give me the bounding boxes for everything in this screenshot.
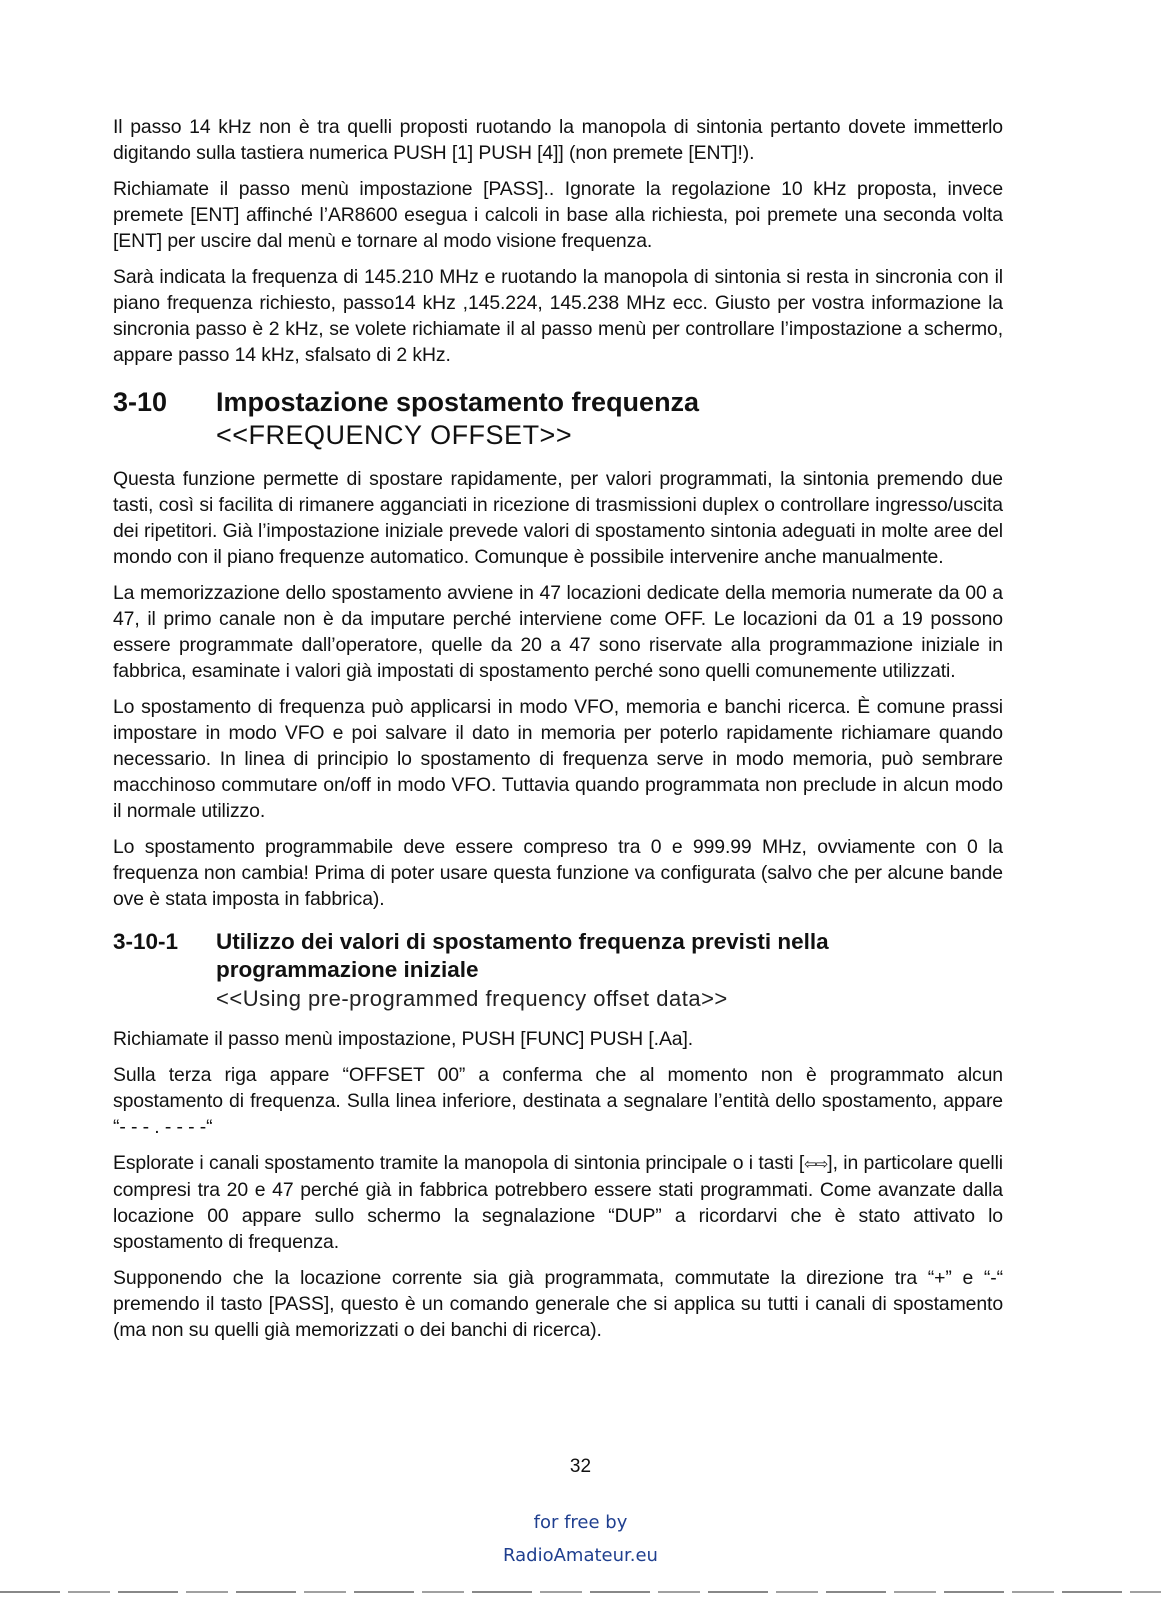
scan-edge-line [0,1591,1161,1593]
section-number: 3-10-1 [113,929,179,954]
section-title: Impostazione spostamento frequenza [216,387,700,417]
paragraph: Richiamate il passo menù impostazione [PASS].. Ignorate la regolazione 10 kHz proposta, invece premete [ENT] affinché l’AR8600 esegua i calcoli in base alla richiesta, poi premete una seconda volta [ENT] per uscire dal menù e tornare al modo visione frequenza. [113,178,1003,252]
section-subtitle: <<FREQUENCY OFFSET>> [216,420,573,450]
left-right-arrows-icon: ⇦⇨ [804,1155,828,1173]
paragraph: Il passo 14 kHz non è tra quelli proposti ruotando la manopola di sintonia pertanto dovete immetterlo digitando sulla tastiera numerica PUSH [1] PUSH [4]] (non premete [ENT]!). [113,116,1003,164]
credit-site: RadioAmateur.eu [503,1545,658,1566]
page-number: 32 [569,1456,592,1477]
paragraph [113,1150,1003,1255]
section-number: 3-10 [113,387,168,417]
credit-line: for free by [533,1512,628,1533]
paragraph: Lo spostamento di frequenza può applicarsi in modo VFO, memoria e banchi ricerca. È comune prassi impostare in modo VFO e poi salvare il dato in memoria per poterlo rapidamente richiamare quando necessario. In linea di principio lo spostamento di frequenza serve in modo memoria, può sembrare macchinoso commutare on/off in modo VFO. Tuttavia quando programmata non preclude in alcun modo il normale utilizzo. [113,696,1003,822]
section-heading-3-10 [113,386,1003,452]
section-heading-3-10-1 [113,928,1003,1014]
paragraph: Richiamate il passo menù impostazione, PUSH [FUNC] PUSH [.Aa]. [113,1028,694,1050]
paragraph: Supponendo che la locazione corrente sia già programmata, commutate la direzione tra “+” e “-“ premendo il tasto [PASS], questo è un comando generale che si applica su tutti i canali di spostamento (ma non su quelli già memorizzati o dei banchi di ricerca). [113,1267,1003,1341]
section-title: Utilizzo dei valori di spostamento frequenza previsti nella programmazione iniziale [216,929,829,982]
page-content [113,114,1003,1353]
paragraph: Questa funzione permette di spostare rapidamente, per valori programmati, la sintonia premendo due tasti, così si facilita di rimanere agganciati in ricezione di trasmissioni duplex o controllare ingresso/uscita dei ripetitori. Già l’impostazione iniziale prevede valori di spostamento sintonia adeguati in molte aree del mondo con il piano frequenze automatico. Comunque è possibile intervenire anche manualmente. [113,468,1003,568]
paragraph: La memorizzazione dello spostamento avviene in 47 locazioni dedicate della memoria numerate da 00 a 47, il primo canale non è da imputare perché interviene come OFF. Le locazioni da 01 a 19 possono essere programmate dall’operatore, quelle da 20 a 47 sono riservate alla programmazione iniziale in fabbrica, esaminate i valori già impostati di spostamento perché sono quelli comunemente utilizzati. [113,582,1003,682]
paragraph-text: ], in particolare quelli compresi tra 20 e 47 perché già in fabbrica potrebbero essere stati programmati. Come avanzate dalla locazione 00 appare sullo schermo la segnalazione “DUP” a ricordarvi che è stato attivato lo spostamento di frequenza. [113,1152,1003,1253]
section-subtitle: <<Using pre-programmed frequency offset data>> [216,986,728,1011]
paragraph-text: Esplorate i canali spostamento tramite la manopola di sintonia principale o i tasti [ [113,1152,805,1174]
paragraph: Sarà indicata la frequenza di 145.210 MHz e ruotando la manopola di sintonia si resta in sincronia con il piano frequenza richiesto, passo14 kHz ,145.224, 145.238 MHz ecc. Giusto per vostra informazione la sincronia passo è 2 kHz, se volete richiamate il al passo menù per controllare l’impostazione a schermo, appare passo 14 kHz, sfalsato di 2 kHz. [113,266,1003,366]
paragraph: Lo spostamento programmabile deve essere compreso tra 0 e 999.99 MHz, ovviamente con 0 la frequenza non cambia! Prima di poter usare questa funzione va configurata (salvo che per alcune bande ove è stata imposta in fabbrica). [113,836,1003,910]
paragraph: Sulla terza riga appare “OFFSET 00” a conferma che al momento non è programmato alcun spostamento di frequenza. Sulla linea inferiore, destinata a segnalare l’entità dello spostamento, appare “- - - . - - - -“ [113,1064,1003,1138]
